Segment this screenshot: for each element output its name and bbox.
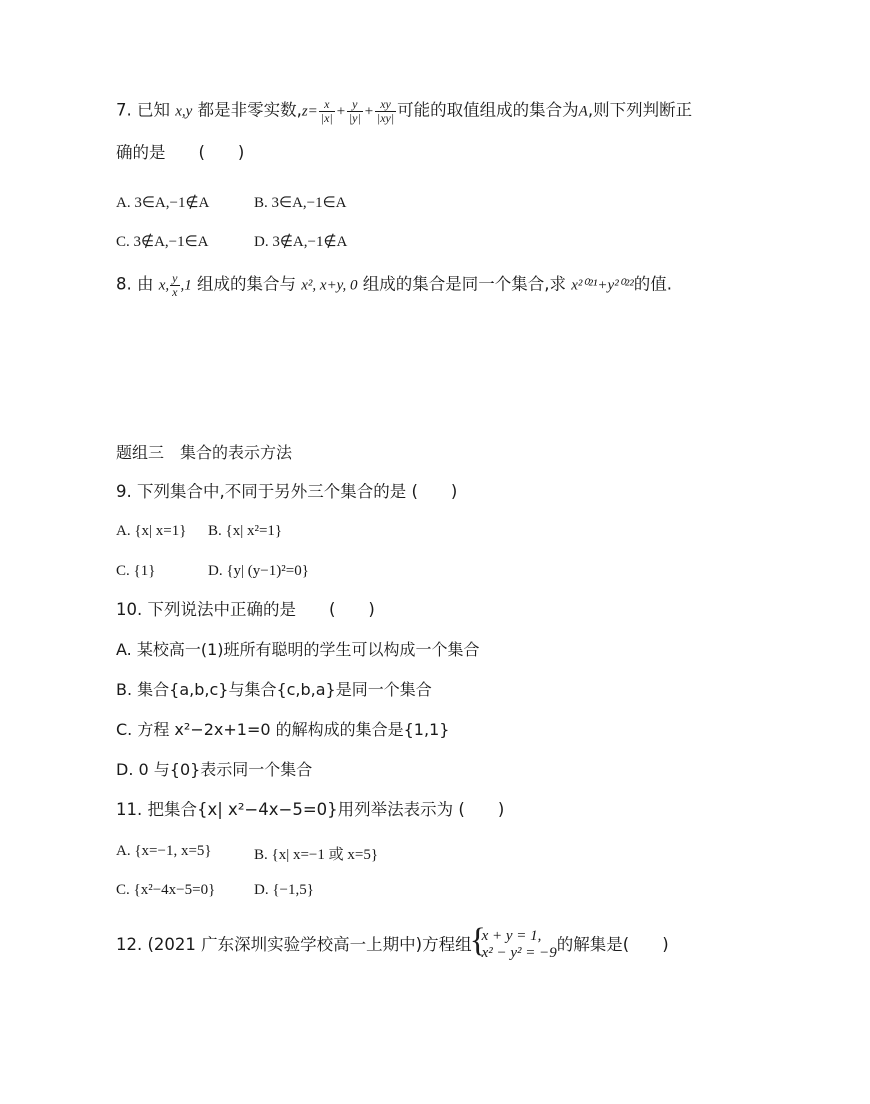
question-9: 9. 下列集合中,不同于另外三个集合的是 ( ) xyxy=(116,482,458,501)
q10-option-a: A. 某校高一(1)班所有聪明的学生可以构成一个集合 xyxy=(116,640,480,659)
q12-pre: 12. (2021 广东深圳实验学校高一上期中)方程组 xyxy=(116,934,472,954)
q7-option-d: D. 3∉A,−1∉A xyxy=(254,234,348,250)
q7-plus-1: + xyxy=(335,103,346,120)
q10-option-d: D. 0 与{0}表示同一个集合 xyxy=(116,760,313,779)
question-12 xyxy=(116,928,669,963)
q12-post: 的解集是( ) xyxy=(556,934,669,954)
q9-option-c: C. {1} xyxy=(116,563,156,579)
q7-mid: 都是非零实数, xyxy=(197,100,302,120)
q7-pre: 已知 xyxy=(137,100,170,120)
q7-post: 可能的取值组成的集合为 xyxy=(397,100,579,120)
q8-mid: 组成的集合与 xyxy=(191,274,302,294)
q9-option-a: A. {x| x=1} xyxy=(116,523,187,539)
q8-set2: x², x+y, 0 xyxy=(301,277,358,294)
q7-number: 7. xyxy=(116,100,132,120)
q11-option-a: A. {x=−1, x=5} xyxy=(116,843,212,859)
q9-option-b: B. {x| x²=1} xyxy=(208,523,283,539)
q7-set-a: A xyxy=(578,103,588,120)
q9-option-d: D. {y| (y−1)²=0} xyxy=(208,563,309,579)
q7-line-2: 确的是 ( ) xyxy=(116,143,245,162)
q8-frac: $\frac{y}{x}$ xyxy=(172,271,178,299)
q12-equation-2: x² − y² = −9 xyxy=(481,945,557,962)
q8-c1: ,1 xyxy=(180,277,192,294)
q8-number: 8. xyxy=(116,274,132,294)
q8-post: 的值. xyxy=(633,274,672,294)
section-title: 题组三 集合的表示方法 xyxy=(116,443,293,462)
question-8 xyxy=(116,272,672,298)
q7-plus-2: + xyxy=(363,103,374,120)
q12-equation-1: { x + y = 1, xyxy=(481,928,542,944)
q7-frac-1: $\frac{x}{|x|}$ xyxy=(320,97,333,125)
q7-z: z= xyxy=(301,103,318,120)
q8-x: x, xyxy=(158,277,170,294)
question-10: 10. 下列说法中正确的是 ( ) xyxy=(116,600,375,619)
q7-option-a: A. 3∈A,−1∉A xyxy=(116,195,210,211)
q12-equation-system xyxy=(472,928,557,963)
q11-option-b: B. {x| x=−1 或 x=5} xyxy=(254,847,379,863)
q10-option-b: B. 集合{a,b,c}与集合{c,b,a}是同一个集合 xyxy=(116,680,432,699)
q7-option-b: B. 3∈A,−1∈A xyxy=(254,195,347,211)
q8-expr: x²⁰²¹+y²⁰²² xyxy=(571,277,634,294)
q7-vars: x,y xyxy=(175,103,193,120)
question-11: 11. 把集合{x| x²−4x−5=0}用列举法表示为 ( ) xyxy=(116,800,505,819)
q7-frac-2: $\frac{y}{|y|}$ xyxy=(348,97,361,125)
question-7 xyxy=(116,98,692,124)
q7-option-c: C. 3∉A,−1∈A xyxy=(116,234,209,250)
q11-option-d: D. {−1,5} xyxy=(254,882,314,898)
q7-frac-3: $\frac{xy}{|xy|}$ xyxy=(376,97,395,125)
q8-pre: 由 xyxy=(137,274,154,294)
q10-option-c: C. 方程 x²−2x+1=0 的解构成的集合是{1,1} xyxy=(116,720,450,739)
q11-option-c: C. {x²−4x−5=0} xyxy=(116,882,216,898)
q7-post2: ,则下列判断正 xyxy=(587,100,693,120)
q8-mid2: 组成的集合是同一个集合,求 xyxy=(357,274,572,294)
